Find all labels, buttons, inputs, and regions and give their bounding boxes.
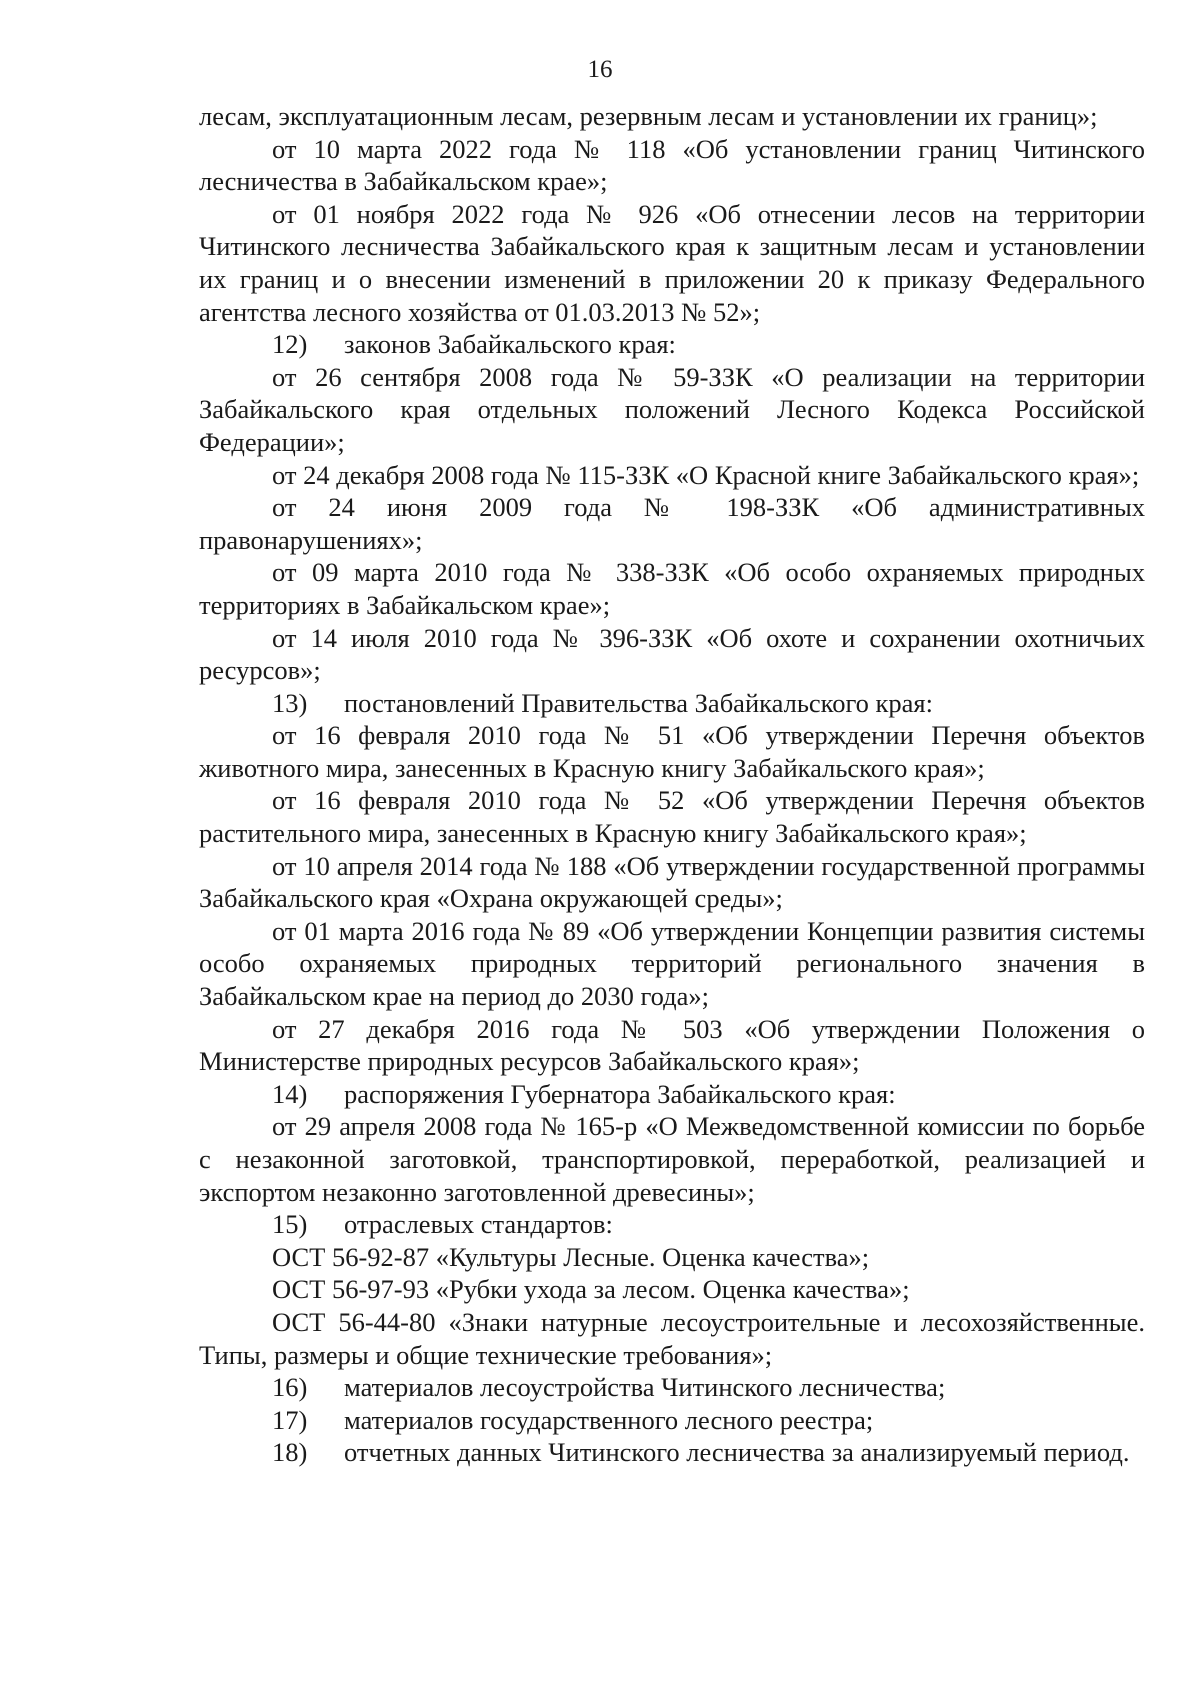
list-item-text: постановлений Правительства Забайкальского края: xyxy=(344,687,933,718)
paragraph: лесам, эксплуатационным лесам, резервным лесам и установлении их границ»; xyxy=(199,101,1098,131)
document-body xyxy=(199,100,1145,1469)
paragraph: от 09 марта 2010 года № 338-ЗЗК «Об особо охраняемых природных территориях в Забайкальском крае»; xyxy=(199,557,1145,620)
list-item xyxy=(199,1371,1145,1404)
list-item-text: материалов лесоустройства Читинского лесничества; xyxy=(344,1372,946,1403)
list-item-text: отраслевых стандартов: xyxy=(344,1209,613,1240)
list-item-text: распоряжения Губернатора Забайкальского края: xyxy=(344,1078,896,1109)
paragraph: от 10 апреля 2014 года № 188 «Об утверждении государственной программы Забайкальского края «Охрана окружающей среды»; xyxy=(199,850,1145,914)
list-item xyxy=(199,1208,1145,1241)
list-item-number: 12) xyxy=(272,329,308,360)
list-item-text: материалов государственного лесного реестра; xyxy=(344,1404,874,1435)
list-item-number: 18) xyxy=(272,1437,308,1468)
paragraph: от 26 сентября 2008 года № 59-ЗЗК «О реализации на территории Забайкальского края отдельных положений Лесного Кодекса Российской Федерации»; xyxy=(199,361,1145,457)
list-item xyxy=(199,1078,1145,1111)
list-item-number: 17) xyxy=(272,1404,308,1435)
paragraph: от 24 декабря 2008 года № 115-ЗЗК «О Красной книге Забайкальского края»; xyxy=(272,459,1140,490)
list-item xyxy=(199,328,1145,361)
paragraph: от 24 июня 2009 года № 198-ЗЗК «Об административных правонарушениях»; xyxy=(199,492,1145,555)
paragraph: ОСТ 56-92-87 «Культуры Лесные. Оценка качества»; xyxy=(272,1241,870,1272)
list-item xyxy=(199,687,1145,720)
list-item xyxy=(199,1436,1145,1469)
list-item-number: 16) xyxy=(272,1372,308,1403)
list-item-text: отчетных данных Читинского лесничества за анализируемый период. xyxy=(344,1437,1130,1468)
paragraph: от 01 ноября 2022 года № 926 «Об отнесении лесов на территории Читинского лесничества Забайкальского края к защитным лесам и установлении их границ и о внесении изменений в приложении 20 к приказу Федерального агентства лесного хозяйства от 01.03.2013 № 52»; xyxy=(199,198,1145,327)
list-item-number: 13) xyxy=(272,687,308,718)
paragraph: от 29 апреля 2008 года № 165-р «О Межведомственной комиссии по борьбе с незаконной заготовкой, транспортировкой, переработкой, реализацией и экспортом незаконно заготовленной древесины»; xyxy=(199,1111,1145,1207)
paragraph: от 16 февраля 2010 года № 51 «Об утверждении Перечня объектов животного мира, занесенных в Красную книгу Забайкальского края»; xyxy=(199,720,1145,783)
paragraph: от 14 июля 2010 года № 396-ЗЗК «Об охоте и сохранении охотничьих ресурсов»; xyxy=(199,622,1145,686)
list-item-number: 15) xyxy=(272,1209,308,1240)
paragraph: ОСТ 56-44-80 «Знаки натурные лесоустроительные и лесохозяйственные. Типы, размеры и общие технические требования»; xyxy=(199,1306,1145,1370)
list-item-number: 14) xyxy=(272,1078,308,1109)
paragraph: от 27 декабря 2016 года № 503 «Об утверждении Положения о Министерстве природных ресурсов Забайкальского края»; xyxy=(199,1013,1145,1077)
paragraph: от 16 февраля 2010 года № 52 «Об утверждении Перечня объектов растительного мира, занесенных в Красную книгу Забайкальского края»; xyxy=(199,785,1145,849)
paragraph: от 10 марта 2022 года № 118 «Об установлении границ Читинского лесничества в Забайкальском крае»; xyxy=(199,133,1145,197)
list-item xyxy=(199,1404,1145,1437)
paragraph: ОСТ 56-97-93 «Рубки ухода за лесом. Оценка качества»; xyxy=(272,1274,910,1305)
page-number: 16 xyxy=(587,56,613,83)
paragraph: от 01 марта 2016 года № 89 «Об утверждении Концепции развития системы особо охраняемых природных территорий регионального значения в Забайкальском крае на период до 2030 года»; xyxy=(199,915,1145,1012)
list-item-text: законов Забайкальского края: xyxy=(344,329,676,360)
